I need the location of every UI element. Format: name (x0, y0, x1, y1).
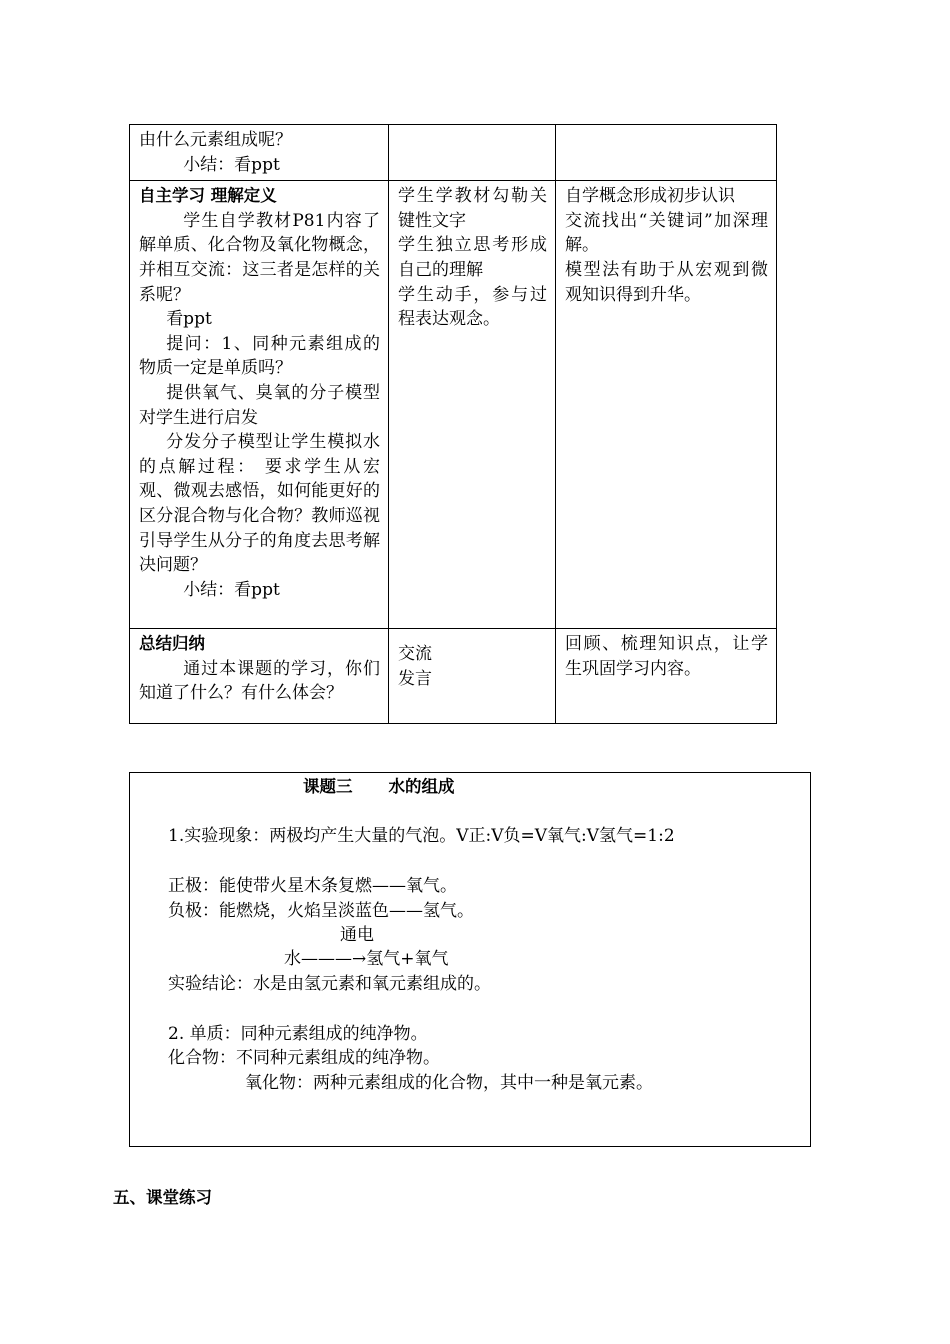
summary-line: 氧化物：两种元素组成的化合物，其中一种是氧元素。 (245, 1073, 653, 1093)
cell-text: 学生自学教材P81内容了解单质、化合物及氧化物概念，并相互交流：这三者是怎样的关系呢？ (139, 210, 380, 305)
summary-title (303, 776, 455, 798)
design-intent-cell (556, 629, 777, 724)
cell-text: 提问：1、同种元素组成的物质一定是单质吗？ (139, 333, 380, 379)
design-intent-cell (556, 181, 777, 629)
blackboard-summary-box (129, 772, 811, 1147)
cell-text: 模型法有助于从宏观到微观知识得到升华。 (565, 259, 768, 305)
cell-text: 发言 (398, 668, 432, 689)
summary-line: 实验结论：水是由氢元素和氧元素组成的。 (168, 974, 491, 994)
lesson-topic: 水的组成 (388, 777, 455, 796)
teacher-activity-cell (130, 125, 389, 181)
summary-line: 正极：能使带火星木条复燃——氧气。 (168, 876, 457, 896)
cell-text: 由什么元素组成呢？ (139, 130, 292, 150)
cell-text: 交流找出“关键词”加深理解。 (565, 210, 768, 256)
lesson-number: 课题三 (303, 777, 353, 796)
cell-text: 自学概念形成初步认识 (565, 186, 735, 207)
teacher-activity-cell (130, 629, 389, 724)
table-row (130, 181, 777, 629)
summary-line: 负极：能燃烧，火焰呈淡蓝色——氢气。 (168, 901, 474, 921)
cell-heading: 自主学习 理解定义 (139, 186, 277, 206)
student-activity-cell (389, 125, 556, 181)
cell-text: 小结：看ppt (183, 154, 280, 175)
summary-line: 2. 单质：同种元素组成的纯净物。 (168, 1024, 428, 1044)
cell-text: 看ppt (166, 309, 212, 330)
cell-text: 通过本课题的学习，你们知道了什么？有什么体会？ (139, 658, 380, 704)
cell-heading: 总结归纳 (139, 634, 205, 654)
cell-text: 回顾、梳理知识点，让学生巩固学习内容。 (565, 634, 768, 679)
student-activity-cell (389, 181, 556, 629)
cell-text: 学生独立思考形成自己的理解 (398, 235, 547, 280)
cell-text: 小结：看ppt (183, 579, 280, 600)
table-row (130, 629, 777, 724)
cell-text: 分发分子模型让学生模拟水的点解过程： 要求学生从宏观、微观去感悟，如何能更好的区分混合物与化合物？教师巡视引导学生从分子的角度去思考解决问题？ (139, 432, 380, 576)
summary-line: 化合物：不同种元素组成的纯净物。 (168, 1048, 440, 1068)
cell-text: 学生动手，参与过程表达观念。 (398, 284, 547, 330)
cell-text: 交流 (398, 644, 432, 665)
student-activity-cell (389, 629, 556, 724)
teacher-activity-cell (130, 181, 389, 629)
section-heading: 五、课堂练习 (113, 1188, 212, 1207)
table-row (130, 125, 777, 181)
design-intent-cell (556, 125, 777, 181)
cell-text: 提供氧气、臭氧的分子模型对学生进行启发 (139, 382, 380, 428)
summary-line: 1.实验现象：两极均产生大量的气泡。V正:V负=V氧气:V氢气=1:2 (168, 826, 675, 846)
reaction-condition: 通电 (340, 925, 374, 945)
lesson-plan-table (129, 124, 777, 724)
reaction-equation: 水———→氢气+氧气 (284, 949, 449, 969)
cell-text: 学生学教材勾勒关键性文字 (398, 186, 547, 231)
